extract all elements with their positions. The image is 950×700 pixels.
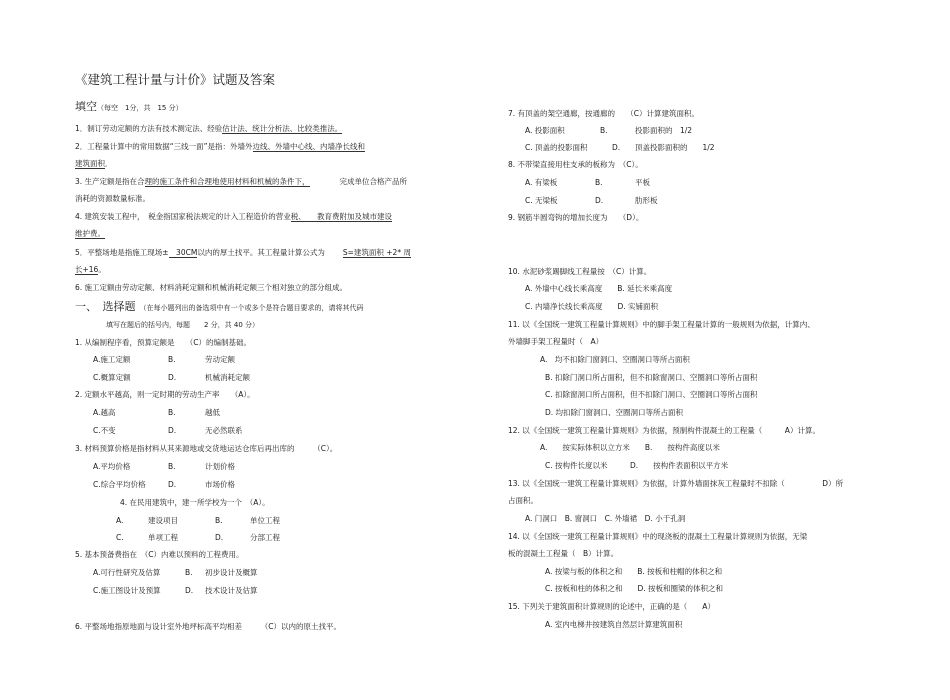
choice-q12-cd: C. 按构件长度以米 D. 按构件表面积以平方米 xyxy=(545,461,729,470)
choice-q4-b: B. xyxy=(215,516,223,525)
choice-q6: 6. 平整场地指原地面与设计室外地坪标高平均相差 （C）以内的原土找平。 xyxy=(75,622,342,631)
choice-q7-b: B. xyxy=(600,126,608,135)
choice-q3-a: A.平均价格 xyxy=(93,462,131,471)
choice-q1-d-text: 机械消耗定额 xyxy=(205,373,250,382)
choice-q5-b-text: 初步设计及概算 xyxy=(205,568,258,577)
choice-q10: 10. 水泥砂浆踢脚线工程量按 （C）计算。 xyxy=(508,267,652,276)
choice-q4-c: C. xyxy=(116,533,124,542)
choice-section-heading: 一、 选择题 （在每小题列出的备选项中有一个或多个是符合题目要求的，请将其代码 xyxy=(75,300,364,313)
choice-q1-a: A.施工定额 xyxy=(93,355,131,364)
choice-q5: 5. 基本预备费指在 （C）内难以预料的工程费用。 xyxy=(75,550,244,559)
choice-q2-b-text: 越低 xyxy=(205,408,220,417)
choice-note-line2: 填写在题后的括号内，每题 2 分，共 40 分） xyxy=(106,321,260,329)
choice-q8-d-text: 肋形板 xyxy=(635,196,658,205)
choice-q7-a: A. 投影面积 xyxy=(525,126,565,135)
choice-q14-cd: C. 按板和柱的体积之和 D. 按板和圈梁的体积之和 xyxy=(545,584,724,593)
choice-q11-a: A. 均不扣除门窗洞口、空圈洞口等所占面积 xyxy=(540,355,690,364)
choice-q7-b-text: 投影面积的 1/2 xyxy=(635,126,693,135)
choice-q5-d-text: 技术设计及估算 xyxy=(205,586,258,595)
choice-q3-d-text: 市场价格 xyxy=(205,480,235,489)
choice-q14: 14. 以《全国统一建筑工程量计算规则》中的现浇板的混凝土工程量计算规则为依据，无梁 xyxy=(508,532,808,541)
choice-q12-ab: A. 按实际体积以立方米 B. 按构件高度以米 xyxy=(540,443,720,452)
choice-q8-d: D. xyxy=(595,196,604,205)
choice-q11: 11. 以《全国统一建筑工程量计算规则》中的脚手架工程量计算的一般规则为依据，计算内、 xyxy=(508,320,815,329)
choice-q4-b-text: 单位工程 xyxy=(250,516,280,525)
choice-q1-c: C.概算定额 xyxy=(93,373,131,382)
choice-q1-b-text: 劳动定额 xyxy=(205,355,235,364)
choice-q15: 15. 下列关于建筑面积计算规则的论述中，正确的是（ A） xyxy=(508,602,715,611)
choice-q13: 13. 以《全国统一建筑工程量计算规则》为依据，计算外墙面抹灰工程量时不扣除（ D）所 xyxy=(508,479,844,488)
choice-q5-d: D. xyxy=(185,586,194,595)
choice-q7: 7. 有顶盖的架空通廊，按通廊的 （C）计算建筑面积。 xyxy=(508,109,700,118)
choice-q12: 12. 以《全国统一建筑工程量计算规则》为依据，预制构件混凝土的工程量（ A）计算。 xyxy=(508,426,820,435)
fill-q6: 6. 施工定额由劳动定额、材料消耗定额和机械消耗定额三个相对独立的部分组成。 xyxy=(75,283,348,292)
choice-q11-c: C. 扣除窗洞口所占面积，但不扣除门洞口、空圈洞口等所占面积 xyxy=(545,390,758,399)
choice-q4-a-text: 建设项目 xyxy=(148,516,178,525)
fill-q3-line2: 消耗的资源数量标准。 xyxy=(75,194,150,203)
choice-q3-b-text: 计划价格 xyxy=(205,462,235,471)
choice-q9: 9. 钢筋半圆弯钩的增加长度为 （D）。 xyxy=(508,213,644,222)
choice-q11-d: D. 均扣除门窗洞口、空圈洞口等所占面积 xyxy=(545,408,684,417)
choice-q4-d-text: 分部工程 xyxy=(250,533,280,542)
choice-q5-a: A.可行性研究及估算 xyxy=(93,568,161,577)
choice-q2-b: B. xyxy=(168,408,176,417)
choice-q7-c: C. 顶盖的投影面积 xyxy=(525,143,588,152)
choice-q2-d: D. xyxy=(168,426,177,435)
fill-q2-line2: 建筑面积． xyxy=(75,159,113,168)
choice-q3-c: C.综合平均价格 xyxy=(93,480,146,489)
choice-q14-ab: A. 按梁与板的体积之和 B. 按板和柱帽的体积之和 xyxy=(545,567,723,576)
choice-q5-b: B. xyxy=(185,568,193,577)
choice-q8-a: A. 有梁板 xyxy=(525,178,558,187)
choice-q5-c: C.施工图设计及预算 xyxy=(93,586,161,595)
choice-q1-b: B. xyxy=(168,355,176,364)
choice-q2-a: A.越高 xyxy=(93,408,116,417)
fill-q5-line2: 长+16。 xyxy=(75,265,106,274)
choice-q7-d: D. xyxy=(612,143,621,152)
choice-q11-b: B. 扣除门洞口所占面积，但不扣除窗洞口、空圈洞口等所占面积 xyxy=(545,373,758,382)
choice-q8-b-text: 平板 xyxy=(635,178,650,187)
choice-q2-d-text: 无必然联系 xyxy=(205,426,243,435)
fill-q5: 5．平整场地是指施工现场± 30CM以内的厚土找平。其工程量计算公式为 S=建筑面积 +2* 周 xyxy=(75,248,411,257)
choice-q13-options: A. 门洞口 B. 窗洞口 C. 外墙裙 D. 小于孔洞 xyxy=(525,514,686,523)
document-title: 《建筑工程计量与计价》试题及答案 xyxy=(75,72,276,87)
choice-q11-line2: 外墙脚手架工程量时（ A） xyxy=(508,337,604,346)
choice-q4-d: D. xyxy=(215,533,224,542)
fill-q4: 4. 建筑安装工程中， 税金指国家税法规定的计入工程造价的营业税、 教育费附加及城市建设 xyxy=(75,212,393,221)
fill-q4-line2: 维护费。 xyxy=(75,229,105,238)
choice-q1-d: D. xyxy=(168,373,177,382)
choice-q4-c-text: 单项工程 xyxy=(148,533,178,542)
choice-q4: 4. 在民用建筑中，建一所学校为一个 （A）。 xyxy=(120,498,270,507)
choice-q3-d: D. xyxy=(168,480,177,489)
choice-q15-a: A. 室内电梯井按建筑自然层计算建筑面积 xyxy=(545,620,683,629)
choice-q8-c: C. 无梁板 xyxy=(525,196,558,205)
choice-q8: 8. 不带梁直接用柱支承的板称为 （C）。 xyxy=(508,160,643,169)
choice-q3-b: B. xyxy=(168,462,176,471)
choice-q13-line2: 占面积。 xyxy=(508,496,538,505)
choice-q1: 1. 从编制程序看，预算定额是 （C）的编制基础。 xyxy=(75,338,252,347)
choice-q8-b: B. xyxy=(595,178,603,187)
fill-q1: 1．制订劳动定额的方法有技术测定法、经验估计法、统计分析法、比较类推法。 xyxy=(75,124,343,133)
fill-q3: 3. 生产定额是指在合理的施工条件和合理地使用材料和机械的条件下， 完成单位合格产品所 xyxy=(75,177,408,186)
choice-q2-c: C.不变 xyxy=(93,426,116,435)
choice-q2: 2. 定额水平越高，则一定时期的劳动生产率 （A）。 xyxy=(75,390,255,399)
choice-q3: 3. 材料预算价格是指材料从其来源地或交货地运达仓库后再出库的 （C）。 xyxy=(75,444,338,453)
fill-q2: 2．工程量计算中的常用数据“三线一面”是指：外墙外边线、外墙中心线、内墙净长线和 xyxy=(75,142,366,151)
choice-q4-a: A. xyxy=(116,516,124,525)
fill-section-heading: 填空（每空 1分，共 15 分） xyxy=(75,100,183,113)
choice-q10-cd: C. 内墙净长线长乘高度 D. 实铺面积 xyxy=(525,302,659,311)
choice-q14-line2: 板的混凝土工程量（ B）计算。 xyxy=(508,549,619,558)
choice-q7-d-text: 顶盖投影面积的 1/2 xyxy=(635,143,715,152)
choice-q10-ab: A. 外墙中心线长乘高度 B. 延长米乘高度 xyxy=(525,284,673,293)
